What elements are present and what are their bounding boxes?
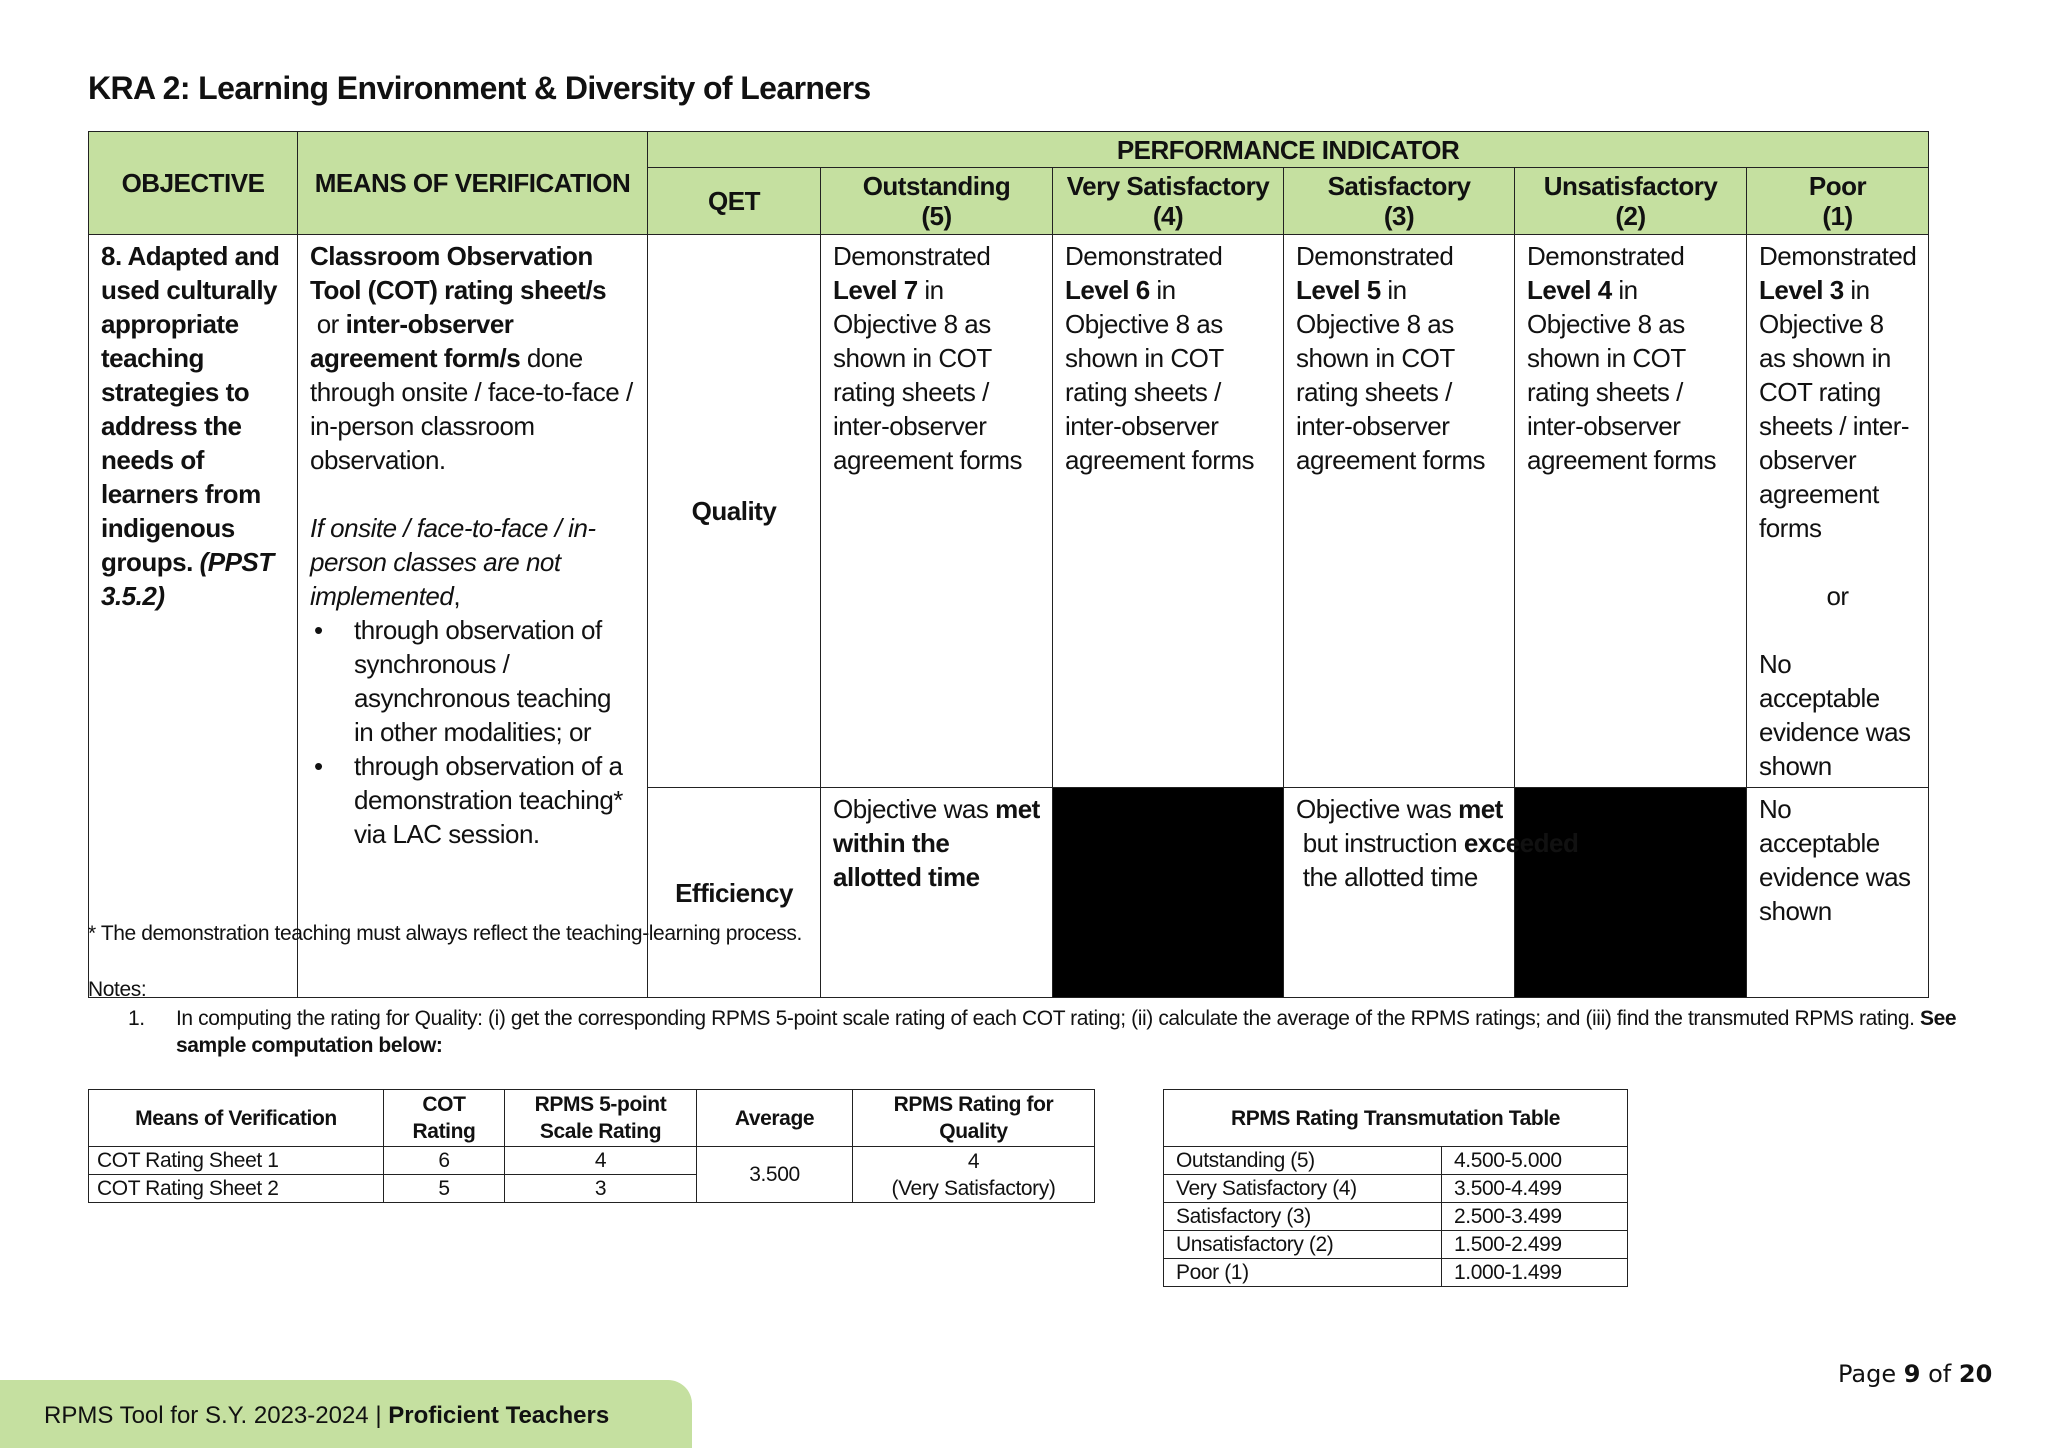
table-row: Unsatisfactory (2) 1.500-2.499 xyxy=(1164,1231,1628,1259)
quality-outstanding: Demonstrated Level 7 in Objective 8 as shown in COT rating sheets / inter-observer agreement forms xyxy=(821,235,1053,788)
header-qet: QET xyxy=(648,168,821,235)
footer-text: RPMS Tool for S.Y. 2023-2024 | Proficient Teachers xyxy=(44,1402,610,1429)
quality-very-satisfactory: Demonstrated Level 6 in Objective 8 as shown in COT rating sheets / inter-observer agreement forms xyxy=(1053,235,1284,788)
transmutation-table xyxy=(1163,1089,1628,1287)
transmutation-title: RPMS Rating Transmutation Table xyxy=(1164,1090,1628,1147)
objective-cell: 8. Adapted and used culturally appropriate teaching strategies to address the needs of learners from indigenous groups. (PPST 3.5.2) xyxy=(89,235,298,998)
header-performance-indicator: PERFORMANCE INDICATOR xyxy=(648,132,1929,168)
table-row: Satisfactory (3) 2.500-3.499 xyxy=(1164,1203,1628,1231)
header-objective: OBJECTIVE xyxy=(89,132,298,235)
page-number: Page 9 of 20 xyxy=(1838,1360,1993,1388)
average-cell: 3.500 xyxy=(697,1147,853,1203)
header-level-very-satisfactory: Very Satisfactory (4) xyxy=(1053,168,1284,235)
page-title: KRA 2: Learning Environment & Diversity of Learners xyxy=(88,70,871,106)
quality-poor: Demonstrated Level 3 in Objective 8 as shown in COT rating sheets / inter-observer agreement forms or No acceptable evidence was shown xyxy=(1747,235,1929,788)
header-level-poor: Poor (1) xyxy=(1747,168,1929,235)
qet-quality-label: Quality xyxy=(648,235,821,788)
list-item: • through observation of a demonstration teaching* via LAC session. xyxy=(310,749,635,851)
sample-header: RPMS Rating for Quality xyxy=(853,1090,1095,1147)
sample-computation-table xyxy=(88,1089,1095,1203)
objective-reference: (PPST 3.5.2) xyxy=(101,547,274,611)
sample-header: RPMS 5-point Scale Rating xyxy=(505,1090,697,1147)
efficiency-very-satisfactory-blocked xyxy=(1053,788,1284,998)
quality-satisfactory: Demonstrated Level 5 in Objective 8 as shown in COT rating sheets / inter-observer agreement forms xyxy=(1284,235,1515,788)
note-number: 1. xyxy=(128,1007,145,1030)
table-row: Poor (1) 1.000-1.499 xyxy=(1164,1259,1628,1287)
efficiency-poor: No acceptable evidence was shown xyxy=(1747,788,1929,998)
header-level-outstanding: Outstanding (5) xyxy=(821,168,1053,235)
efficiency-unsatisfactory-blocked xyxy=(1515,788,1747,998)
table-row: COT Rating Sheet 1 6 4 3.500 4 (Very Satisfactory) xyxy=(89,1147,1095,1175)
efficiency-outstanding: Objective was met within the allotted time xyxy=(821,788,1053,998)
table-row: COT Rating Sheet 2 5 3 xyxy=(89,1175,1095,1203)
efficiency-satisfactory: Objective was met but instruction exceeded the allotted time xyxy=(1284,788,1515,998)
or-separator: or xyxy=(1826,581,1849,611)
means-of-verification-cell: Classroom Observation Tool (COT) rating sheet/s or inter-observer agreement form/s done through onsite / face-to-face / in-person classroom observation. If onsite / face-to-face / in-person classes are not implemented, • through observation of synchronous / asynchronous teaching in other modalities; or • through observation of a demonstration teaching* via LAC session. xyxy=(298,235,648,998)
quality-unsatisfactory: Demonstrated Level 4 in Objective 8 as shown in COT rating sheets / inter-observer agreement forms xyxy=(1515,235,1747,788)
verification-bullets xyxy=(310,613,635,851)
table-row: Outstanding (5) 4.500-5.000 xyxy=(1164,1147,1628,1175)
qet-efficiency-label: Efficiency xyxy=(648,788,821,998)
sample-header: COT Rating xyxy=(384,1090,505,1147)
header-level-satisfactory: Satisfactory (3) xyxy=(1284,168,1515,235)
notes-label: Notes: xyxy=(88,978,147,1001)
header-level-unsatisfactory: Unsatisfactory (2) xyxy=(1515,168,1747,235)
sample-header: Means of Verification xyxy=(89,1090,384,1147)
header-means-of-verification: MEANS OF VERIFICATION xyxy=(298,132,648,235)
sample-header: Average xyxy=(697,1090,853,1147)
footnote: * The demonstration teaching must always reflect the teaching-learning process. xyxy=(88,922,802,945)
table-row: Very Satisfactory (4) 3.500-4.499 xyxy=(1164,1175,1628,1203)
rating-for-quality-cell: 4 (Very Satisfactory) xyxy=(853,1147,1095,1203)
note-item: 1. In computing the rating for Quality: (i) get the corresponding RPMS 5-point scale rating of each COT rating; (ii) calculate the average of the RPMS ratings; and (iii) find the transmuted RPMS rating. See sample computation below: xyxy=(128,1007,1957,1057)
list-item: • through observation of synchronous / asynchronous teaching in other modalities; or xyxy=(310,613,635,749)
performance-indicator-table xyxy=(88,131,1929,998)
